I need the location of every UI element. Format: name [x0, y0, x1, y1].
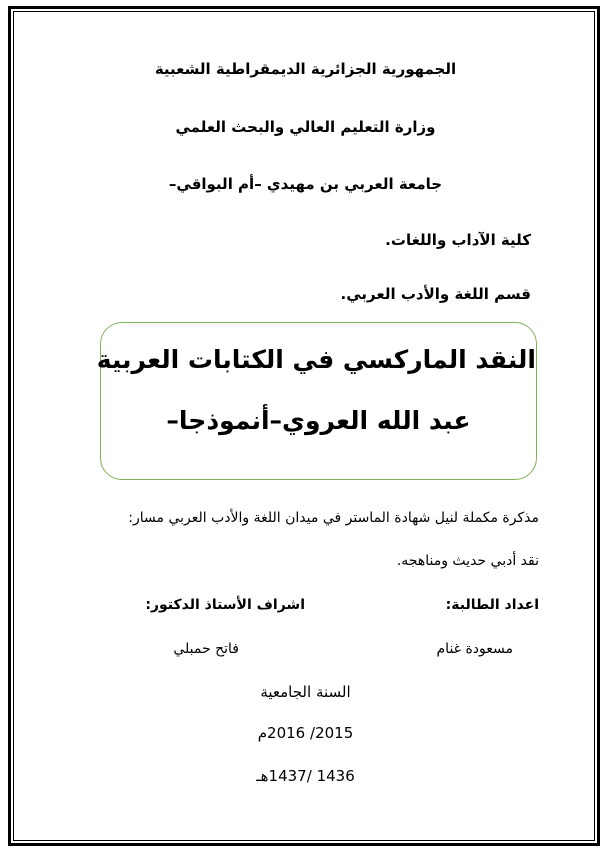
faculty-heading: كلية الآداب واللغات.: [385, 231, 531, 249]
description-line-1: مذكرة مكملة لنيل شهادة الماستر في ميدان اللغة والأدب العربي مسار:: [128, 510, 539, 526]
supervisor-name: فاتح حمبلي: [173, 641, 239, 657]
student-name: مسعودة غنام: [436, 641, 513, 657]
description-line-2: نقد أدبي حديث ومناهجه.: [396, 553, 539, 569]
republic-heading: الجمهورية الجزائرية الديمقراطية الشعبية: [154, 60, 457, 78]
department-heading: قسم اللغة والأدب العربي.: [340, 285, 531, 303]
thesis-title-box: [96, 322, 537, 480]
university-heading: جامعة العربي بن مهيدي –أم البواقي–: [168, 175, 443, 193]
thesis-subtitle: عبد الله العروي–أنموذجا–: [166, 406, 471, 435]
student-label: اعداد الطالبة:: [445, 597, 539, 613]
academic-year-label: السنة الجامعية: [260, 683, 351, 701]
academic-year-hijri: 1436 /1437هـ: [256, 767, 355, 785]
academic-year-gregorian: 2015/ 2016م: [257, 724, 354, 742]
thesis-title: النقد الماركسي في الكتابات العربية: [96, 345, 536, 374]
supervisor-label: اشراف الأستاذ الدكتور:: [145, 597, 305, 613]
ministry-heading: وزارة التعليم العالي والبحث العلمي: [175, 118, 436, 136]
